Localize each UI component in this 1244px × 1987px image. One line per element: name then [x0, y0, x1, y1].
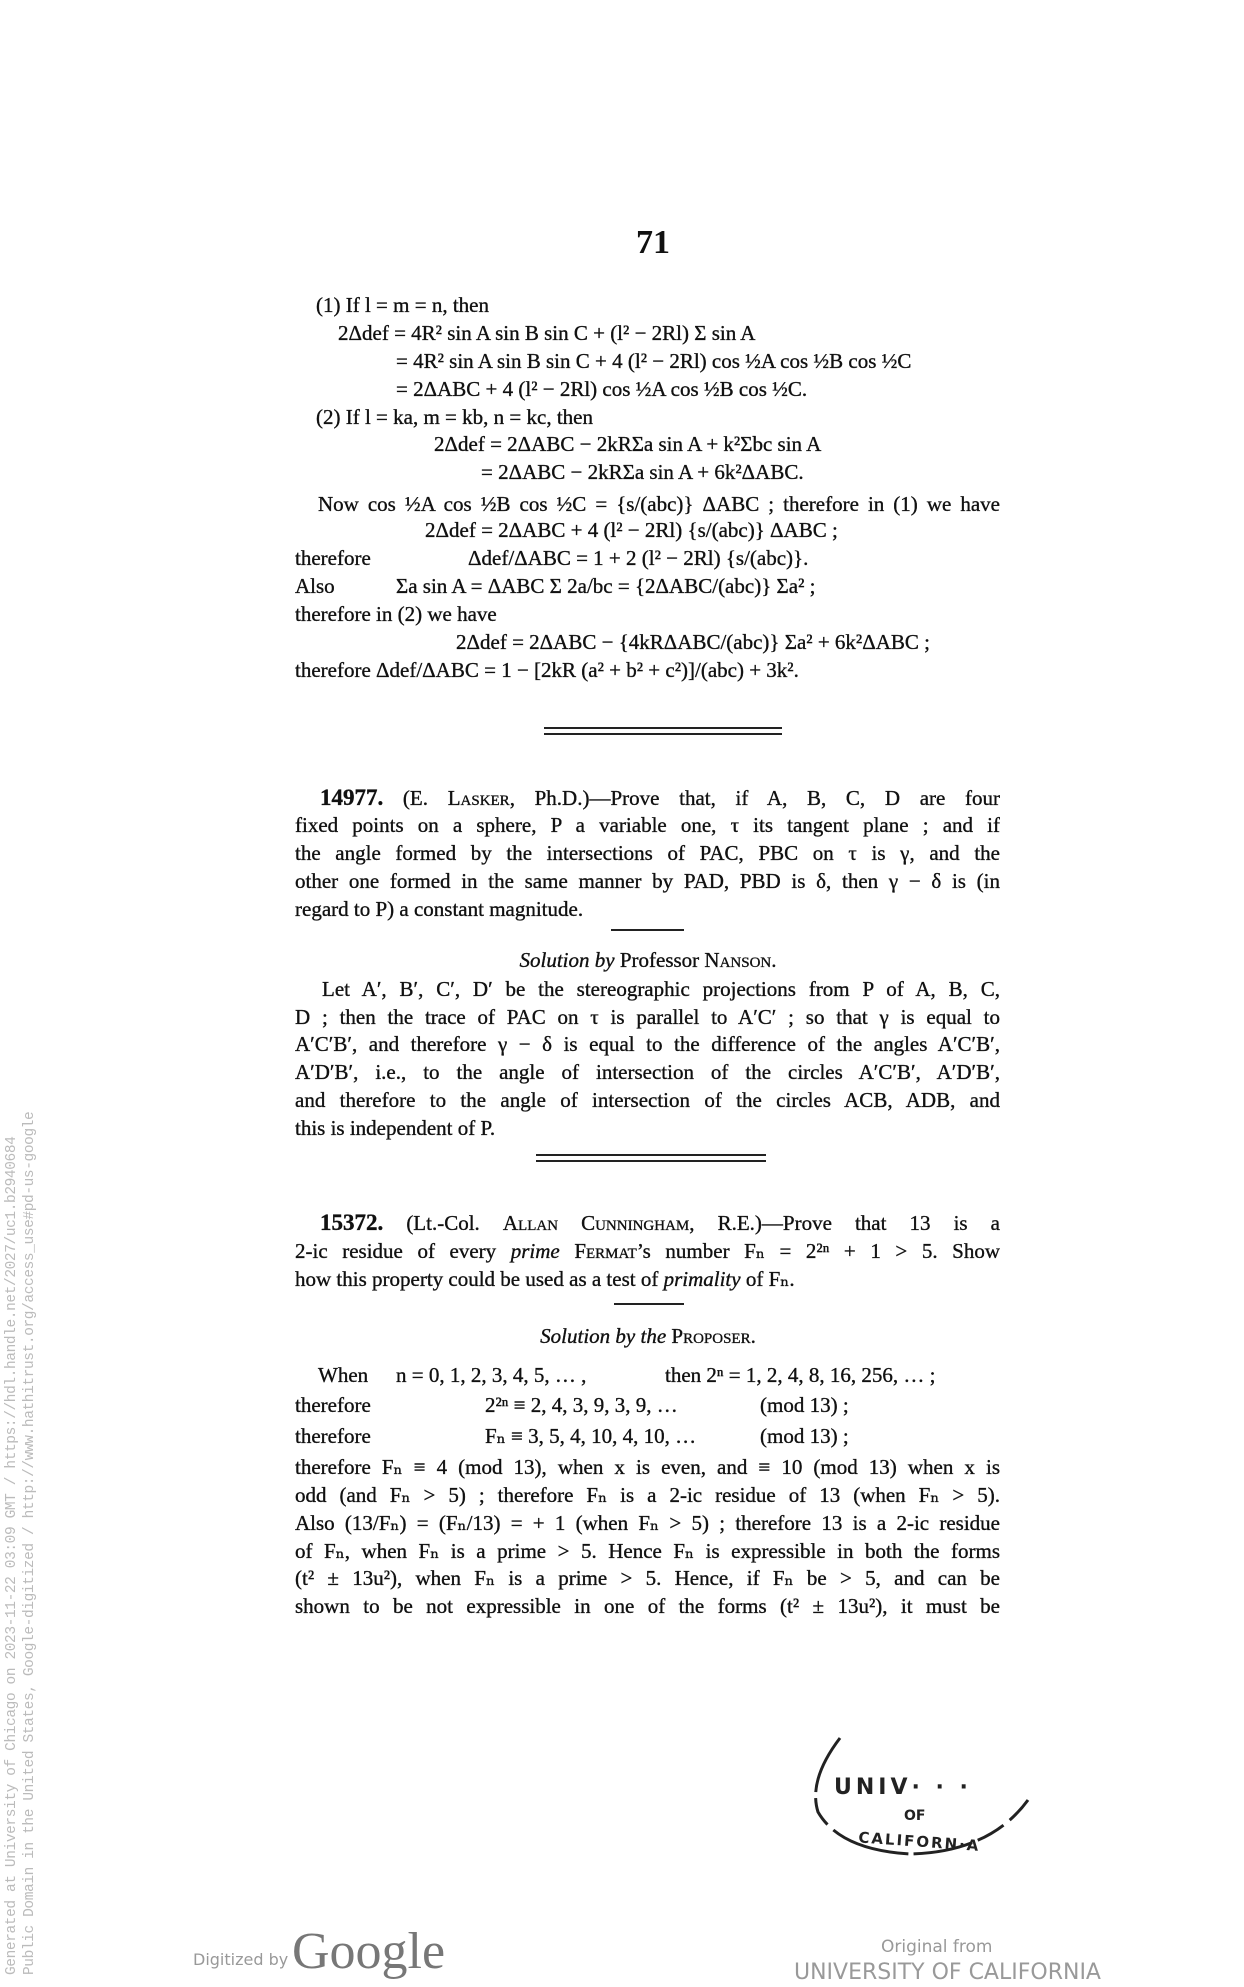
text: how this property could be used as a test of: [295, 1267, 664, 1291]
text-line: this is independent of P.: [295, 1116, 496, 1140]
solution-heading: [0, 1324, 1244, 1348]
equation-line: 2²ⁿ ≡ 2, 4, 3, 9, 3, 9, …: [485, 1393, 678, 1417]
text: 2-ic residue of every: [295, 1239, 511, 1263]
google-logo: Google: [292, 1923, 446, 1980]
text: of Fₙ.: [740, 1267, 795, 1291]
text: Solution by: [519, 948, 615, 972]
text: (Lt.-Col.: [383, 1211, 503, 1235]
digitized-by-label: Digitized by: [193, 1950, 289, 1969]
text-line: fixed points on a sphere, P a variable one, τ its tangent plane ; and if: [295, 813, 1000, 837]
stamp-text: OF: [904, 1808, 926, 1824]
library-stamp: [800, 1720, 1040, 1865]
author-name: Allan Cunningham: [502, 1211, 690, 1235]
equation-line: Δdef/ΔABC = 1 + 2 (l² − 2Rl) {s/(abc)}.: [468, 546, 809, 570]
solver-name: Proposer: [666, 1324, 751, 1348]
text: .: [750, 1324, 756, 1348]
equation-line: (1) If l = m = n, then: [316, 293, 489, 317]
equation-line: 2Δdef = 2ΔABC − 2kRΣa sin A + k²Σbc sin A: [434, 432, 822, 456]
text-line: shown to be not expressible in one of the forms (t² ± 13u²), it must be: [295, 1594, 1000, 1618]
text: (E.: [383, 786, 448, 810]
equation-line: Σa sin A = ΔABC Σ 2a/bc = {2ΔABC/(abc)} Σa² ;: [396, 574, 816, 598]
equation-line: (mod 13) ;: [760, 1393, 849, 1417]
text: Professor: [614, 948, 705, 972]
equation-line: 2Δdef = 4R² sin A sin B sin C + (l² − 2Rl) Σ sin A: [338, 321, 756, 345]
equation-line: (2) If l = ka, m = kb, n = kc, then: [316, 405, 593, 429]
page-number: 71: [636, 224, 670, 261]
equation-line: = 4R² sin A sin B sin C + 4 (l² − 2Rl) cos ½A cos ½B cos ½C: [396, 349, 912, 373]
text-line: regard to P) a constant magnitude.: [295, 897, 584, 921]
original-from-label: Original from: [881, 1937, 993, 1957]
text: [560, 1239, 575, 1263]
equation-line: therefore Δdef/ΔABC = 1 − [2kR (a² + b² + c²)]/(abc) + 3k².: [295, 658, 799, 682]
equation-line: Fₙ ≡ 3, 5, 4, 10, 4, 10, …: [485, 1424, 697, 1448]
text: Solution by the: [540, 1324, 667, 1348]
text: , R.E.)—Prove that 13 is a: [689, 1211, 1000, 1235]
stamp-text: CALIFORN·A: [857, 1828, 981, 1855]
line-label: When: [318, 1363, 369, 1387]
double-rule-bottom: [544, 733, 782, 735]
equation-line: (mod 13) ;: [760, 1424, 849, 1448]
text-line: D ; then the trace of PAC on τ is parallel to A′C′ ; so that γ is equal to: [295, 1005, 1000, 1029]
equation-line: 2Δdef = 2ΔABC − {4kRΔABC/(abc)} Σa² + 6k²ΔABC ;: [456, 630, 930, 654]
watermark-line: Public Domain in the United States, Google-digitized / http://www.hathitrust.org/access_use#pd-us-google: [22, 1111, 38, 1975]
double-rule-top: [544, 727, 782, 729]
text-line: A′C′B′, and therefore γ − δ is equal to the difference of the angles A′C′B′,: [295, 1032, 1000, 1056]
text-line: odd (and Fₙ > 5) ; therefore Fₙ is a 2-ic residue of 13 (when Fₙ > 5).: [295, 1483, 1000, 1507]
short-rule: [611, 929, 684, 931]
text: , Ph.D.)—Prove that, if A, B, C, D are four: [509, 786, 1000, 810]
equation-line: n = 0, 1, 2, 3, 4, 5, … ,: [396, 1363, 587, 1387]
institution-name: UNIVERSITY OF CALIFORNIA: [794, 1960, 1101, 1985]
text: primality: [663, 1267, 741, 1291]
text-line: the angle formed by the intersections of PAC, PBC on τ is γ, and the: [295, 841, 1000, 865]
question-first-line: [320, 1211, 1000, 1235]
text-line: Now cos ½A cos ½B cos ½C = {s/(abc)} ΔABC ; therefore in (1) we have: [318, 492, 1000, 516]
question-first-line: [320, 786, 1000, 810]
text-line: A′D′B′, i.e., to the angle of intersection of the circles A′C′B′, A′D′B′,: [295, 1060, 1000, 1084]
double-rule-top: [536, 1154, 766, 1156]
watermark-line: Generated at University of Chicago on 2023-11-22 03:09 GMT / https://hdl.handle.net/2027/uc1.b2940684: [4, 1136, 20, 1975]
text-line: [295, 1267, 795, 1291]
text: Fermat: [574, 1239, 637, 1263]
solver-name: Nanson: [704, 948, 772, 972]
line-label: therefore: [295, 546, 371, 570]
question-number: 14977.: [320, 786, 384, 810]
text-line: therefore in (2) we have: [295, 602, 497, 626]
text-line: Also (13/Fₙ) = (Fₙ/13) = + 1 (when Fₙ > 5) ; therefore 13 is a 2-ic residue: [295, 1511, 1000, 1535]
equation-line: 2Δdef = 2ΔABC + 4 (l² − 2Rl) {s/(abc)} ΔABC ;: [425, 518, 838, 542]
text: ’s number Fₙ = 2²ⁿ + 1 > 5. Show: [636, 1239, 1000, 1263]
equation-line: = 2ΔABC + 4 (l² − 2Rl) cos ½A cos ½B cos ½C.: [396, 377, 808, 401]
text-line: therefore Fₙ ≡ 4 (mod 13), when x is even, and ≡ 10 (mod 13) when x is: [295, 1455, 1000, 1479]
text-line: Let A′, B′, C′, D′ be the stereographic projections from P of A, B, C,: [322, 977, 1000, 1001]
text-line: [295, 1239, 1000, 1263]
question-number: 15372.: [320, 1211, 384, 1235]
double-rule-bottom: [536, 1160, 766, 1162]
line-label: Also: [295, 574, 335, 598]
text-line: of Fₙ, when Fₙ is a prime > 5. Hence Fₙ is expressible in both the forms: [295, 1539, 1000, 1563]
line-label: therefore: [295, 1393, 371, 1417]
stamp-text: UNIV· · ·: [834, 1775, 972, 1800]
line-label: therefore: [295, 1424, 371, 1448]
text: .: [771, 948, 777, 972]
text-line: and therefore to the angle of intersection of the circles ACB, ADB, and: [295, 1088, 1000, 1112]
short-rule: [614, 1303, 684, 1305]
text-line: (t² ± 13u²), when Fₙ is a prime > 5. Hence, if Fₙ be > 5, and can be: [295, 1566, 1000, 1590]
equation-line: = 2ΔABC − 2kRΣa sin A + 6k²ΔABC.: [481, 460, 804, 484]
equation-line: then 2ⁿ = 1, 2, 4, 8, 16, 256, … ;: [665, 1363, 936, 1387]
author-name: Lasker: [447, 786, 510, 810]
text: prime: [510, 1239, 560, 1263]
text-line: other one formed in the same manner by PAD, PBD is δ, then γ − δ is (in: [295, 869, 1000, 893]
solution-heading: [0, 948, 1244, 972]
